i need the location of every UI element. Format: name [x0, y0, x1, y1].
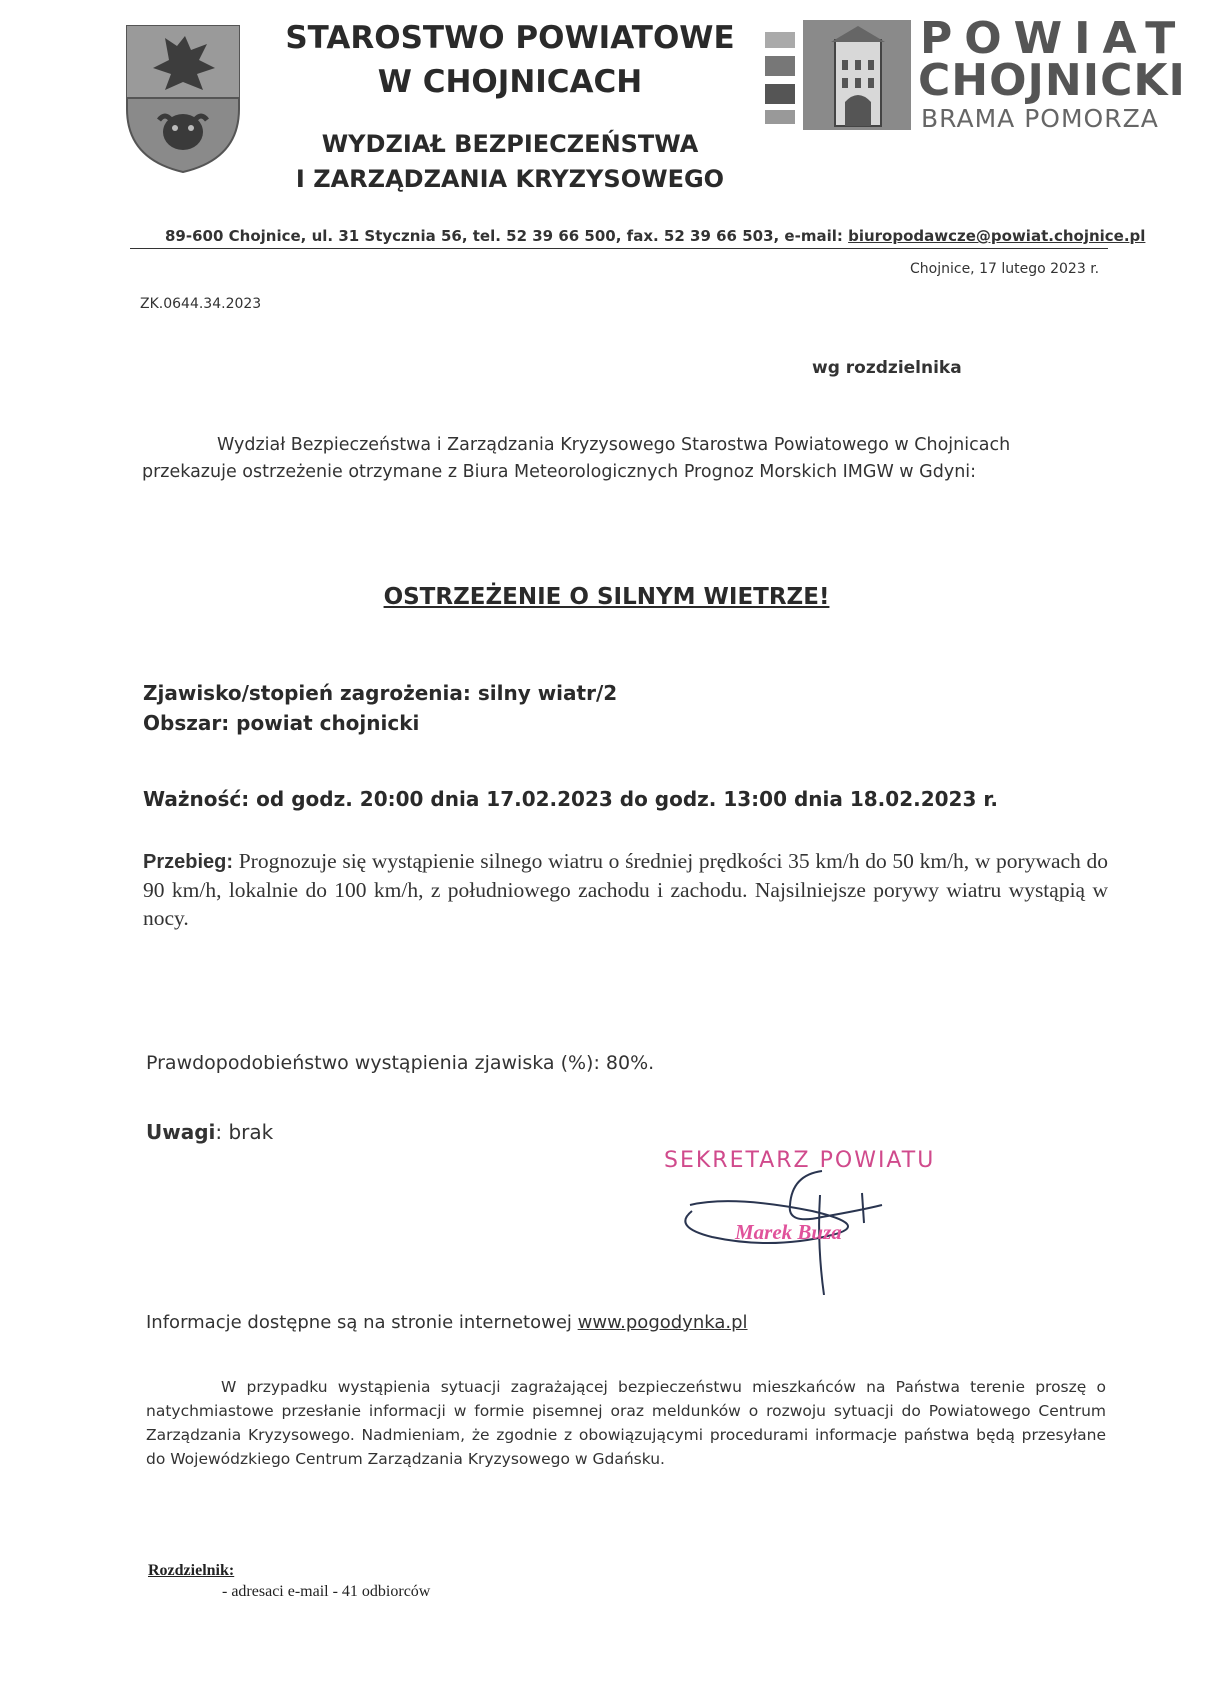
distribution-item: - adresaci e-mail - 41 odbiorców [222, 1583, 431, 1600]
secretary-stamp: SEKRETARZ POWIATU [664, 1148, 936, 1173]
remarks-text: : brak [215, 1120, 274, 1144]
reference-number: ZK.0644.34.2023 [140, 296, 262, 312]
validity-period: Ważność: od godz. 20:00 dnia 17.02.2023 do godz. 13:00 dnia 18.02.2023 r. [143, 787, 998, 811]
phenomenon-block [143, 678, 617, 738]
signature-name: Marek Buza [735, 1220, 842, 1244]
logo-tagline: BRAMA POMORZA [921, 104, 1159, 133]
intro-paragraph: Wydział Bezpieczeństwa i Zarządzania Kryzysowego Starostwa Powiatowego w Chojnicach przekazuje ostrzeżenie otrzymane z Biura Meteorologicznych Prognoz Morskich IMGW w Gdyni: [142, 435, 1011, 482]
phenomenon-level: Zjawisko/stopień zagrożenia: silny wiatr/2 [143, 681, 618, 705]
department-name-line2: I ZARZĄDZANIA KRYZYSOWEGO [295, 165, 725, 193]
department-name-line1: WYDZIAŁ BEZPIECZEŃSTWA [321, 130, 699, 158]
remarks-label: Uwagi [146, 1120, 216, 1144]
warning-headline: OSTRZEŻENIE O SILNYM WIETRZE! [383, 584, 830, 610]
remarks [146, 1120, 273, 1144]
recipient-line: wg rozdzielnika [812, 358, 962, 378]
email-link[interactable]: biuropodawcze@powiat.chojnice.pl [848, 227, 1146, 245]
office-name-line1: STAROSTWO POWIATOWE [285, 20, 735, 56]
logo-chojnicki-text: CHOJNICKI [918, 55, 1186, 106]
info-text: Informacje dostępne są na stronie internetowej [146, 1312, 578, 1333]
powiat-logo-graphic [765, 20, 915, 130]
info-line [146, 1312, 748, 1333]
course-text: Prognozuje się wystąpienie silnego wiatru o średniej prędkości 35 km/h do 50 km/h, w porywach do 90 km/h, lokalnie do 100 km/h, z południowego zachodu i zachodu. Najsilniejsze porywy wiatru wystąpią w nocy. [143, 849, 1108, 930]
course-paragraph [143, 847, 1108, 932]
contact-address [165, 227, 1145, 245]
office-name-line2: W CHOJNICACH [377, 64, 643, 100]
coat-of-arms-logo [125, 24, 241, 174]
document-date: Chojnice, 17 lutego 2023 r. [910, 261, 1100, 277]
distribution-label: Rozdzielnik: [148, 1562, 235, 1579]
probability: Prawdopodobieństwo wystąpienia zjawiska (%): 80%. [146, 1052, 655, 1074]
header-divider [130, 248, 1108, 249]
pogodynka-link[interactable]: www.pogodynka.pl [577, 1312, 748, 1333]
address-text: 89-600 Chojnice, ul. 31 Stycznia 56, tel. 52 39 66 500, fax. 52 39 66 503, e-mail: [165, 227, 849, 245]
logo-powiat-text: POWIAT [920, 13, 1188, 64]
area: Obszar: powiat chojnicki [143, 711, 420, 735]
closing-paragraph: W przypadku wystąpienia sytuacji zagrażającej bezpieczeństwu mieszkańców na Państwa terenie proszę o natychmiastowe przesłanie informacji w formie pisemnej oraz meldunków o rozwoju sytuacji do Powiatowego Centrum Zarządzania Kryzysowego. Nadmieniam, że zgodnie z obowiązującymi procedurami informacje państwa będą przesyłane do Wojewódzkiego Centrum Zarządzania Kryzysowego w Gdańsku. [146, 1378, 1106, 1468]
course-label: Przebieg: [143, 851, 234, 873]
